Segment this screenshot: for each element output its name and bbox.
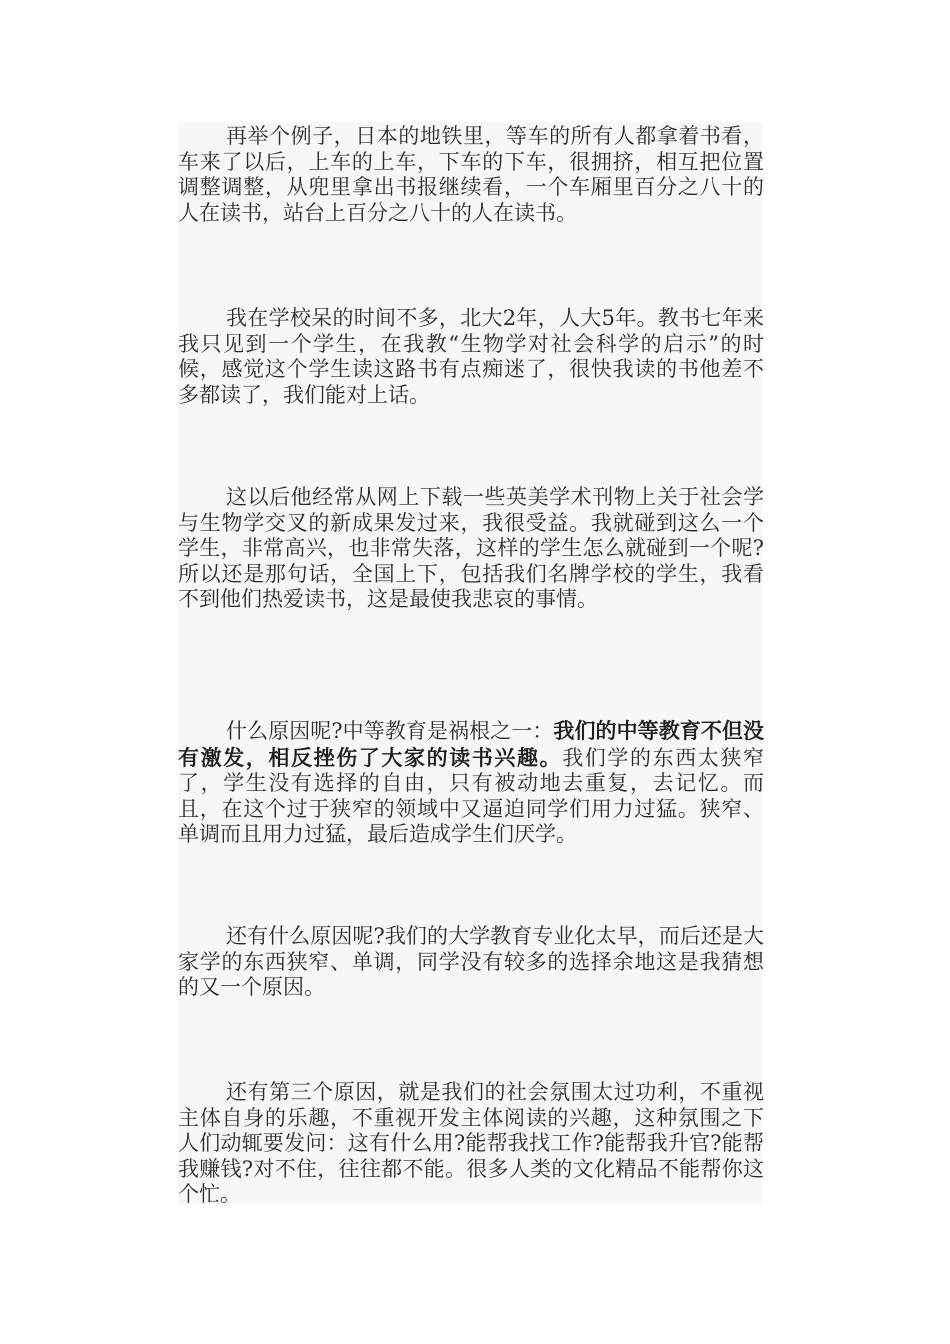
paragraph-secondary-education-emphasis: 我们的中等教育不但没有激发，相反挫伤了大家的读书兴趣。 (178, 718, 764, 770)
paragraph-university-specialization: 还有什么原因呢?我们的大学教育专业化太早，而后还是大家学的东西狭窄、单调，同学没有较多的选择余地这是我猜想的又一个原因。 (178, 924, 764, 999)
paragraph-subway-example: 再举个例子，日本的地铁里，等车的所有人都拿着书看，车来了以后，上车的上车，下车的下车，很拥挤，相互把位置调整调整，从兜里拿出书报继续看，一个车厢里百分之八十的人在读书，站台上百分之八十的人在读书。 (178, 124, 764, 225)
text-highlight-band (178, 122, 765, 1204)
paragraph-secondary-education (178, 718, 764, 848)
paragraph-one-student: 我在学校呆的时间不多，北大2年，人大5年。教书七年来我只见到一个学生，在我教“生物学对社会科学的启示”的时候，感觉这个学生读这路书有点痴迷了，很快我读的书他差不多都读了，我们能对上话。 (178, 306, 764, 407)
paragraph-downloaded-papers: 这以后他经常从网上下载一些英美学术刊物上关于社会学与生物学交叉的新成果发过来，我很受益。我就碰到这么一个学生，非常高兴，也非常失落，这样的学生怎么就碰到一个呢?所以还是那句话，全国上下，包括我们名牌学校的学生，我看不到他们热爱读书，这是最使我悲哀的事情。 (178, 485, 764, 611)
paragraph-secondary-education-lead: 什么原因呢?中等教育是祸根之一： (226, 719, 554, 743)
paragraph-utilitarian-atmosphere: 还有第三个原因，就是我们的社会氛围太过功利，不重视主体自身的乐趣，不重视开发主体阅读的兴趣，这种氛围之下人们动辄要发问：这有什么用?能帮我找工作?能帮我升官?能帮我赚钱?对不住，往往都不能。很多人类的文化精品不能帮你这个忙。 (178, 1080, 764, 1206)
paragraph-secondary-education-rest: 我们学的东西太狭窄了，学生没有选择的自由，只有被动地去重复，去记忆。而且，在这个过于狭窄的领域中又逼迫同学们用力过猛。狭窄、单调而且用力过猛，最后造成学生们厌学。 (178, 745, 765, 846)
